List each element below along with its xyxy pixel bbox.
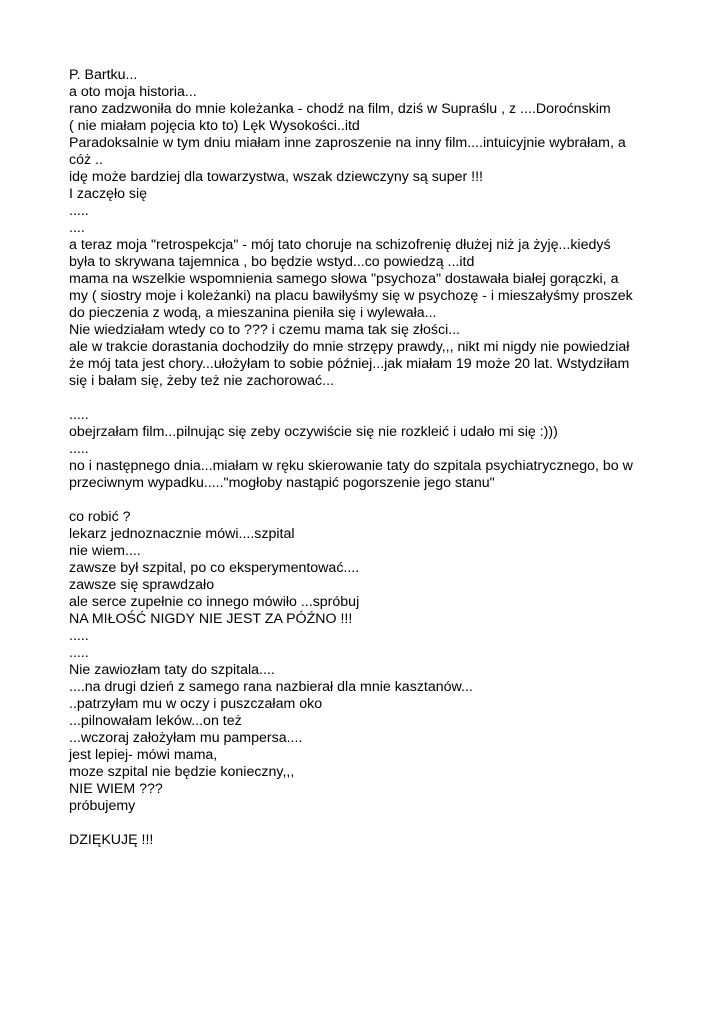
- text-line: co robić ?: [69, 509, 131, 525]
- text-line: ale w trakcie dorastania dochodziły do mnie strzępy prawdy,,, nikt mi nigdy nie powiedział: [69, 339, 630, 355]
- text-line: my ( siostry moje i koleżanki) na placu bawiłyśmy się w psychozę - i mieszałyśmy proszek: [69, 288, 633, 304]
- text-line: .....: [69, 203, 89, 219]
- text-line: się i bałam się, żeby też nie zachorować...: [69, 373, 334, 389]
- text-line: .....: [69, 407, 89, 423]
- text-line: .....: [69, 441, 89, 457]
- text-line: obejrzałam film...pilnując się zeby oczywiście się nie rozkleić i udało mi się :))): [69, 424, 558, 440]
- text-line: a teraz moja "retrospekcja" - mój tato choruje na schizofrenię dłużej niż ja żyję...kiedyś: [69, 237, 611, 253]
- text-line: ....: [69, 220, 85, 236]
- text-line: Nie wiedziałam wtedy co to ??? i czemu mama tak się złości...: [69, 322, 461, 338]
- text-line: do pieczenia z wodą, a mieszanina pieniła się i wylewała...: [69, 305, 437, 321]
- text-line: ..patrzyłam mu w oczy i puszczałam oko: [69, 696, 323, 712]
- text-line: ...pilnowałam leków...on też: [69, 713, 242, 729]
- text-line: P. Bartku...: [69, 67, 138, 83]
- text-line: przeciwnym wypadku....."mogłoby nastąpić pogorszenie jego stanu": [69, 475, 495, 491]
- text-line: .....: [69, 645, 89, 661]
- text-line: zawsze się sprawdzało: [69, 577, 215, 593]
- text-line: ...wczoraj założyłam mu pampersa....: [69, 730, 303, 746]
- text-line: I zaczęło się: [69, 186, 148, 202]
- letter-body: [69, 67, 669, 849]
- text-line: no i następnego dnia...miałam w ręku skierowanie taty do szpitala psychiatrycznego, bo w: [69, 458, 633, 474]
- text-line: NA MIŁOŚĆ NIGDY NIE JEST ZA PÓŹNO !!!: [69, 611, 353, 627]
- text-line: .....: [69, 628, 89, 644]
- text-line: Nie zawiozłam taty do szpitala....: [69, 662, 275, 678]
- text-line: a oto moja historia...: [69, 84, 197, 100]
- text-line: ale serce zupełnie co innego mówiło ...spróbuj: [69, 594, 360, 610]
- text-line: moze szpital nie będzie konieczny,,,: [69, 764, 295, 780]
- text-line: jest lepiej- mówi mama,: [69, 747, 218, 763]
- text-line: cóż ..: [69, 152, 103, 168]
- text-line: DZIĘKUJĘ !!!: [69, 832, 154, 848]
- text-line: mama na wszelkie wspomnienia samego słowa "psychoza" dostawała białej gorączki, a: [69, 271, 619, 287]
- text-line: Paradoksalnie w tym dniu miałam inne zaproszenie na inny film....intuicyjnie wybrałam, a: [69, 135, 626, 151]
- text-line: próbujemy: [69, 798, 136, 814]
- text-line: nie wiem....: [69, 543, 141, 559]
- text-line: była to skrywana tajemnica , bo będzie wstyd...co powiedzą ...itd: [69, 254, 475, 270]
- text-line: NIE WIEM ???: [69, 781, 163, 797]
- text-line: idę może bardziej dla towarzystwa, wszak dziewczyny są super !!!: [69, 169, 483, 185]
- blank-line: [69, 815, 669, 832]
- text-line: zawsze był szpital, po co eksperymentować....: [69, 560, 360, 576]
- text-line: ....na drugi dzień z samego rana nazbierał dla mnie kasztanów...: [69, 679, 473, 695]
- blank-line: [69, 390, 669, 407]
- text-line: rano zadzwoniła do mnie koleżanka - chodź na film, dziś w Supraślu , z ....Doroćnskim: [69, 101, 611, 117]
- blank-line: [69, 492, 669, 509]
- text-line: ( nie miałam pojęcia kto to) Lęk Wysokości..itd: [69, 118, 360, 134]
- text-line: że mój tata jest chory...ułożyłam to sobie później...jak miałam 19 może 20 lat. Wstydziłam: [69, 356, 630, 372]
- text-line: lekarz jednoznacznie mówi....szpital: [69, 526, 295, 542]
